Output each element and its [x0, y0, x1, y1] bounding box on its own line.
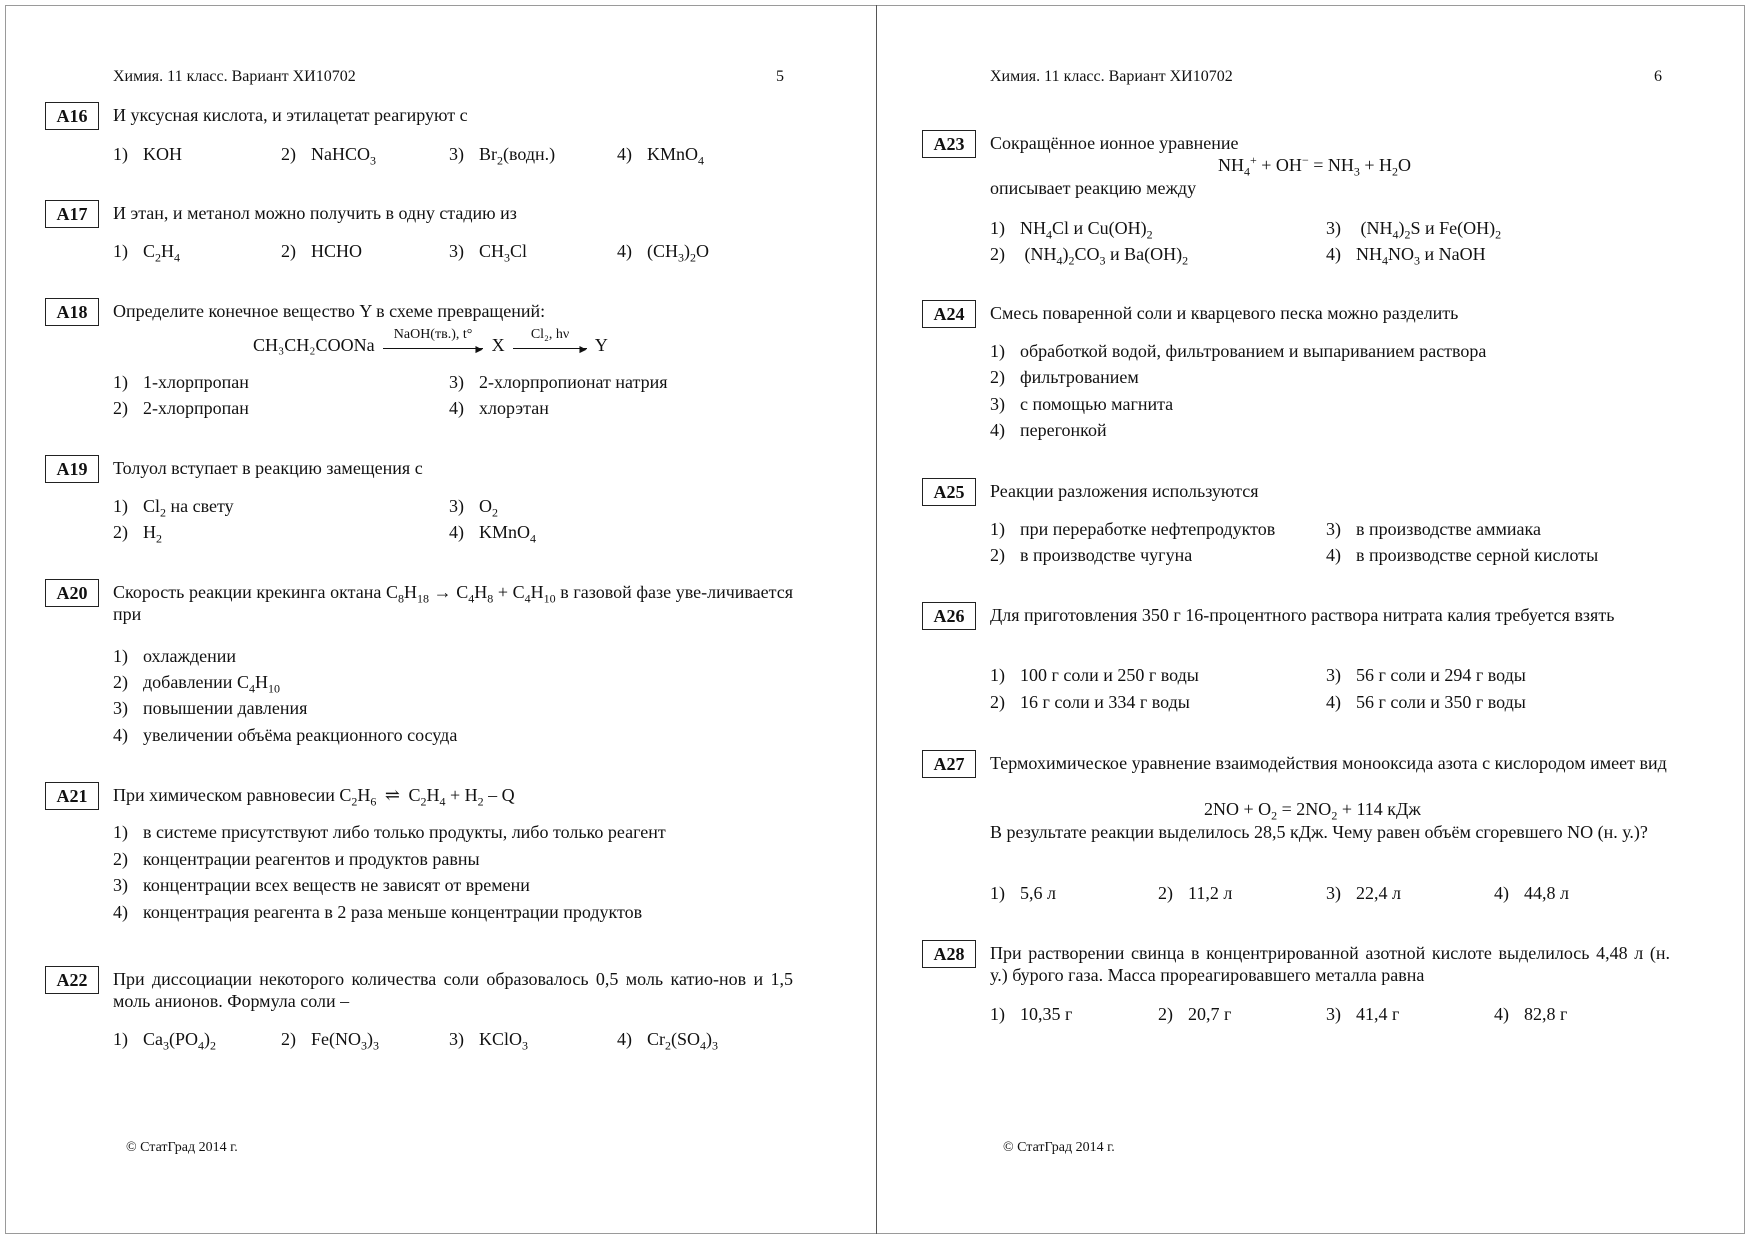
answer-option-4[interactable]: 4) увеличении объёма реакционного сосуда [113, 725, 458, 745]
answer-option-4[interactable]: 4) в производстве серной кислоты [1326, 545, 1599, 565]
question-number: А16 [45, 102, 99, 130]
question-number: А26 [922, 602, 976, 630]
answer-option-2[interactable]: 2) в производстве чугуна [990, 545, 1193, 565]
answer-option-2[interactable]: 2) 2-хлорпропан [113, 398, 249, 418]
answer-option-1[interactable]: 1) 10,35 г [990, 1004, 1073, 1024]
answer-option-3[interactable]: 3) $Br_2(водн.)$ [449, 144, 556, 168]
answer-option-2[interactable]: 2) концентрации реагентов и продуктов равны [113, 849, 480, 869]
question-number: А24 [922, 300, 976, 328]
answer-option-2[interactable]: 2) фильтрованием [990, 367, 1139, 387]
page-number: 5 [776, 68, 784, 85]
answer-option-3[interactable]: 3) повышении давления [113, 698, 308, 718]
answer-option-1[interactable]: 1) 1-хлорпропан [113, 372, 249, 392]
answer-option-4[interactable]: 4) хлорэтан [449, 398, 549, 418]
equilibrium-arrow-icon: ⇌ [384, 785, 400, 805]
question-number: А28 [922, 940, 976, 968]
answer-option-1[interactable]: 1) 100 г соли и 250 г воды [990, 665, 1199, 685]
answer-option-4[interactable]: 4) перегонкой [990, 420, 1107, 440]
question-stem: Скорость реакции крекинга октана $C_8H_{18} \to C_4H_8 + C_4H_{10}$ в газовой фазе уве-личивается при [113, 582, 793, 624]
arrow-1: NaOH(тв.), t° ► [383, 340, 483, 354]
answer-option-3[interactable]: 3) 56 г соли и 294 г воды [1326, 665, 1526, 685]
answer-option-3[interactable]: 3) концентрации всех веществ не зависят от времени [113, 875, 530, 895]
page-footer: © СтатГрад 2014 г. [1003, 1140, 1115, 1155]
question-number: А19 [45, 455, 99, 483]
question-number: А23 [922, 130, 976, 158]
answer-option-1[interactable]: 1) обработкой водой, фильтрованием и выпариванием раствора [990, 341, 1487, 361]
answer-option-1[interactable]: 1) $C_2H_4$ [113, 241, 181, 265]
page-right [877, 0, 1754, 1239]
answer-option-3[interactable]: 3) 22,4 л [1326, 883, 1401, 903]
scheme-y: Y [594, 335, 608, 355]
scheme-x: X [491, 335, 505, 355]
question-stem: Реакции разложения используются [990, 481, 1259, 501]
answer-option-4[interactable]: 4) 56 г соли и 350 г воды [1326, 692, 1526, 712]
answer-option-4[interactable]: 4) концентрация реагента в 2 раза меньше концентрации продуктов [113, 902, 643, 922]
answer-option-3[interactable]: 3) KClO$_3$ [449, 1029, 529, 1053]
arrow-2: Cl₂, hν ► [513, 340, 587, 354]
answer-option-4[interactable]: 4) $(CH_3)_2O$ [617, 241, 709, 265]
answer-option-1[interactable]: 1) охлаждении [113, 646, 237, 666]
question-stem: Смесь поваренной соли и кварцевого песка можно разделить [990, 303, 1459, 323]
answer-option-3[interactable]: 3) в производстве аммиака [1326, 519, 1541, 539]
header-title: Химия. 11 класс. Вариант ХИ10702 [990, 68, 1233, 85]
answer-option-4[interactable]: 4) 82,8 г [1494, 1004, 1568, 1024]
page-footer: © СтатГрад 2014 г. [126, 1140, 238, 1155]
answer-option-2[interactable]: 2) 16 г соли и 334 г воды [990, 692, 1190, 712]
question-stem-2: описывает реакцию между [990, 178, 1197, 198]
question-number: А18 [45, 298, 99, 326]
question-stem: При диссоциации некоторого количества соли образовалось 0,5 моль катио-нов и 1,5 моль анионов. Формула соли – [113, 969, 793, 1011]
header-title: Химия. 11 класс. Вариант ХИ10702 [113, 68, 356, 85]
answer-option-1[interactable]: 1) 5,6 л [990, 883, 1056, 903]
question-stem: При химическом равновесии $C_2H_6$ ⇌ $C_2H_4 + H_2 - Q$ [113, 785, 515, 809]
answer-option-2[interactable]: 2) NaHCO$_3$ [281, 144, 376, 168]
answer-option-4[interactable]: 4) KMnO$_4$ [617, 144, 705, 168]
question-number: А22 [45, 966, 99, 994]
question-stem: Определите конечное вещество Y в схеме превращений: [113, 301, 546, 321]
page-number: 6 [1654, 68, 1662, 85]
reaction-scheme [253, 326, 608, 356]
question-stem: И уксусная кислота, и этилацетат реагируют с [113, 105, 468, 125]
question-stem: Термохимическое уравнение взаимодействия монооксида азота с кислородом имеет вид [990, 753, 1667, 773]
answer-option-3[interactable]: 3) $(NH_4)_2S$ и $Fe(OH)_2$ [1326, 218, 1502, 242]
question-stem: И этан, и метанол можно получить в одну стадию из [113, 203, 517, 223]
answer-option-2[interactable]: 2) добавлении $C_4H_{10}$ [113, 672, 280, 696]
answer-option-2[interactable]: 2) HCHO [281, 241, 363, 261]
scheme-start: CH₃CH₂COONa [253, 335, 375, 355]
question-stem: При растворении свинца в концентрированной азотной кислоте выделилось 4,48 л (н. у.) бурого газа. Масса прореагировавшего металла равна [990, 943, 1670, 985]
question-number: А17 [45, 200, 99, 228]
ionic-equation: $NH_4^+ + OH^- = NH_3 + H_2O$ [1218, 153, 1412, 179]
answer-option-1[interactable]: 1) KOH [113, 144, 182, 164]
question-number: А21 [45, 782, 99, 810]
answer-option-2[interactable]: 2) 20,7 г [1158, 1004, 1232, 1024]
answer-option-4[interactable]: 4) $NH_4NO_3$ и NaOH [1326, 244, 1486, 268]
question-stem: Для приготовления 350 г 16-процентного раствора нитрата калия требуется взять [990, 605, 1615, 625]
answer-option-1[interactable]: 1) $NH_4Cl$ и $Cu(OH)_2$ [990, 218, 1153, 242]
question-stem-2: В результате реакции выделилось 28,5 кДж. Чему равен объём сгоревшего NO (н. у.)? [990, 822, 1648, 842]
answer-option-1[interactable]: 1) $Ca_3(PO_4)_2$ [113, 1029, 217, 1053]
answer-option-1[interactable]: 1) при переработке нефтепродуктов [990, 519, 1276, 539]
thermochemical-equation: $2NO + O_2 = 2NO_2 + 114$ кДж [1204, 799, 1421, 823]
answer-option-2[interactable]: 2) $H_2$ [113, 522, 162, 546]
answer-option-3[interactable]: 3) $CH_3Cl$ [449, 241, 528, 265]
answer-option-1[interactable]: 1) $Cl_2$ на свету [113, 496, 234, 520]
answer-option-1[interactable]: 1) в системе присутствуют либо только продукты, либо только реагент [113, 822, 666, 842]
answer-option-4[interactable]: 4) KMnO$_4$ [449, 522, 537, 546]
question-number: А25 [922, 478, 976, 506]
answer-option-2[interactable]: 2) $Fe(NO_3)_3$ [281, 1029, 379, 1053]
answer-option-4[interactable]: 4) 44,8 л [1494, 883, 1569, 903]
answer-option-2[interactable]: 2) $(NH_4)_2CO_3$ и $Ba(OH)_2$ [990, 244, 1189, 268]
question-stem: Толуол вступает в реакцию замещения с [113, 458, 423, 478]
question-number: А20 [45, 579, 99, 607]
page-header [113, 68, 356, 86]
answer-option-3[interactable]: 3) 2-хлорпропионат натрия [449, 372, 668, 392]
answer-option-4[interactable]: 4) $Cr_2(SO_4)_3$ [617, 1029, 719, 1053]
question-stem: Сокращённое ионное уравнение [990, 133, 1239, 153]
page-header [990, 68, 1233, 86]
answer-option-3[interactable]: 3) $O_2$ [449, 496, 498, 520]
answer-option-3[interactable]: 3) 41,4 г [1326, 1004, 1400, 1024]
question-number: А27 [922, 750, 976, 778]
answer-option-3[interactable]: 3) с помощью магнита [990, 394, 1174, 414]
answer-option-2[interactable]: 2) 11,2 л [1158, 883, 1233, 903]
